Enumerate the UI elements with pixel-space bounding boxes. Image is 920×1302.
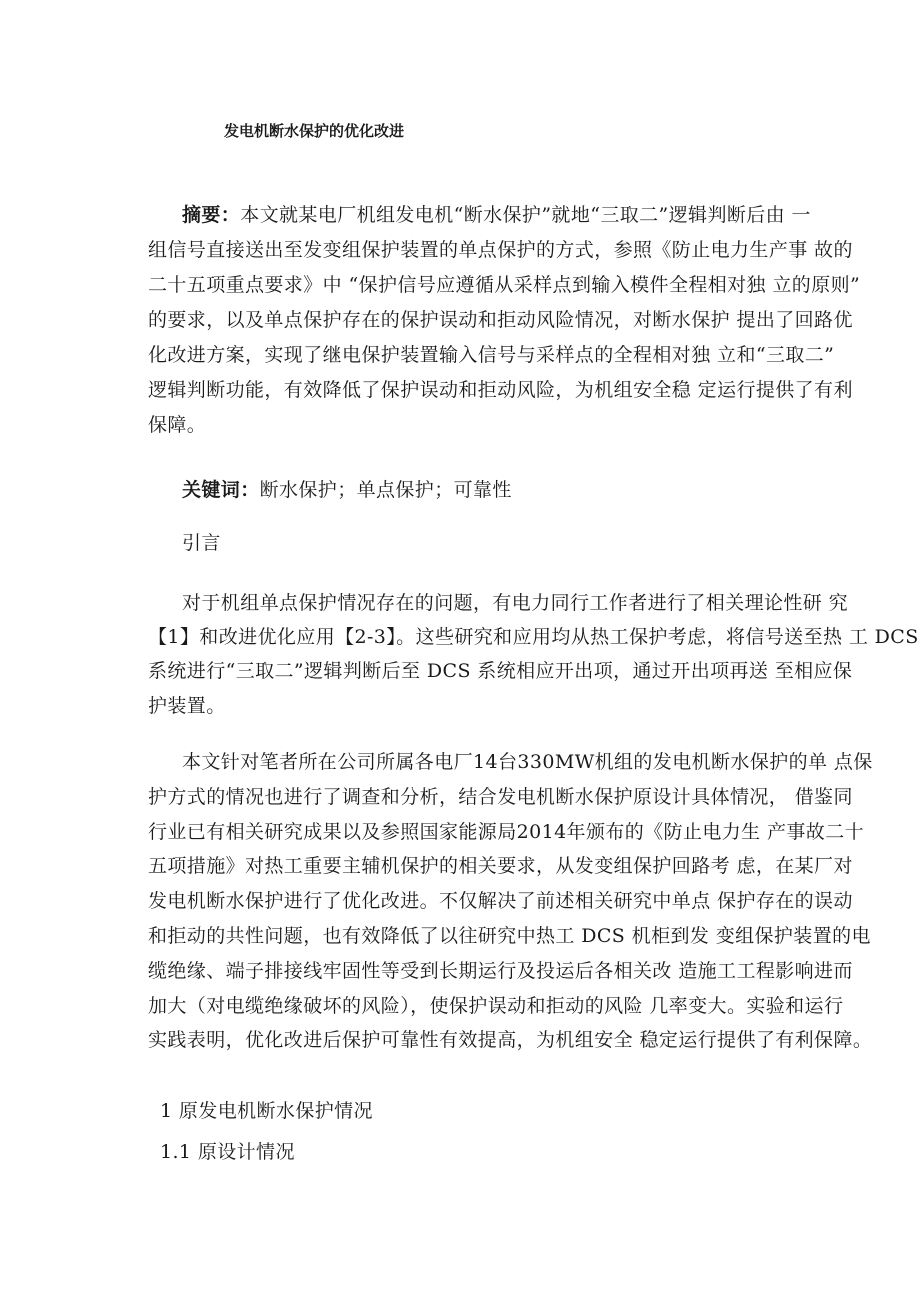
abstract-line: 逻辑判断功能，有效降低了保护误动和拒动风险，为机组安全稳 定运行提供了有利: [148, 379, 853, 401]
keywords-label: 关键词：: [182, 479, 260, 501]
paragraph-line: 护方式的情况也进行了调查和分析，结合发电机断水保护原设计具体情况， 借鉴同: [148, 786, 853, 808]
abstract-line: 化改进方案，实现了继电保护装置输入信号与采样点的全程相对独 立和“三取二”: [148, 344, 835, 366]
intro-heading: 引言: [182, 532, 221, 554]
paragraph-line: 和拒动的共性问题，也有效降低了以往研究中热工 DCS 机柜到发 变组保护装置的电: [148, 925, 871, 947]
subsection-heading: 1.1 原设计情况: [160, 1141, 295, 1163]
paragraph-line: 实践表明，优化改进后保护可靠性有效提高，为机组安全 稳定运行提供了有利保障。: [148, 1029, 873, 1051]
paragraph-line: 发电机断水保护进行了优化改进。不仅解决了前述相关研究中单点 保护存在的误动: [148, 890, 853, 912]
paragraph-line: 对于机组单点保护情况存在的问题，有电力同行工作者进行了相关理论性研 究: [182, 592, 849, 614]
abstract-line: 组信号直接送出至发变组保护装置的单点保护的方式，参照《防止电力生产事 故的: [148, 239, 853, 261]
paragraph-line: 加大（对电缆绝缘破坏的风险），使保护误动和拒动的风险 几率变大。实验和运行: [148, 995, 844, 1017]
keywords: 关键词：断水保护；单点保护；可靠性: [182, 479, 512, 501]
document-title: 发电机断水保护的优化改进: [224, 122, 405, 140]
paragraph-line: 【1】和改进优化应用【2-3】。这些研究和应用均从热工保护考虑，将信号送至热 工 DCS: [148, 626, 919, 648]
abstract-line: 二十五项重点要求》中 “保护信号应遵循从采样点到输入模件全程相对独 立的原则”: [148, 274, 861, 296]
paragraph-line: 本文针对笔者所在公司所属各电厂14台330MW机组的发电机断水保护的单 点保: [182, 751, 873, 773]
paragraph-line: 缆绝缘、端子排接线牢固性等受到长期运行及投运后各相关改 造施工工程影响进而: [148, 960, 853, 982]
abstract-line: 摘要：本文就某电厂机组发电机“断水保护”就地“三取二”逻辑判断后由 一: [182, 204, 811, 226]
abstract-line: 的要求，以及单点保护存在的保护误动和拒动风险情况，对断水保护 提出了回路优: [148, 309, 853, 331]
paragraph-line: 护装置。: [148, 695, 226, 717]
paragraph-line: 系统进行“三取二”逻辑判断后至 DCS 系统相应开出项，通过开出项再送 至相应保: [148, 660, 853, 682]
abstract-line: 保障。: [148, 414, 207, 436]
paragraph-line: 五项措施》对热工重要主辅机保护的相关要求，从发变组保护回路考 虑，在某厂对: [148, 855, 853, 877]
section-heading: 1 原发电机断水保护情况: [160, 1100, 373, 1122]
abstract-label: 摘要：: [182, 204, 241, 226]
paragraph-line: 行业已有相关研究成果以及参照国家能源局2014年颁布的《防止电力生 产事故二十: [148, 821, 864, 843]
